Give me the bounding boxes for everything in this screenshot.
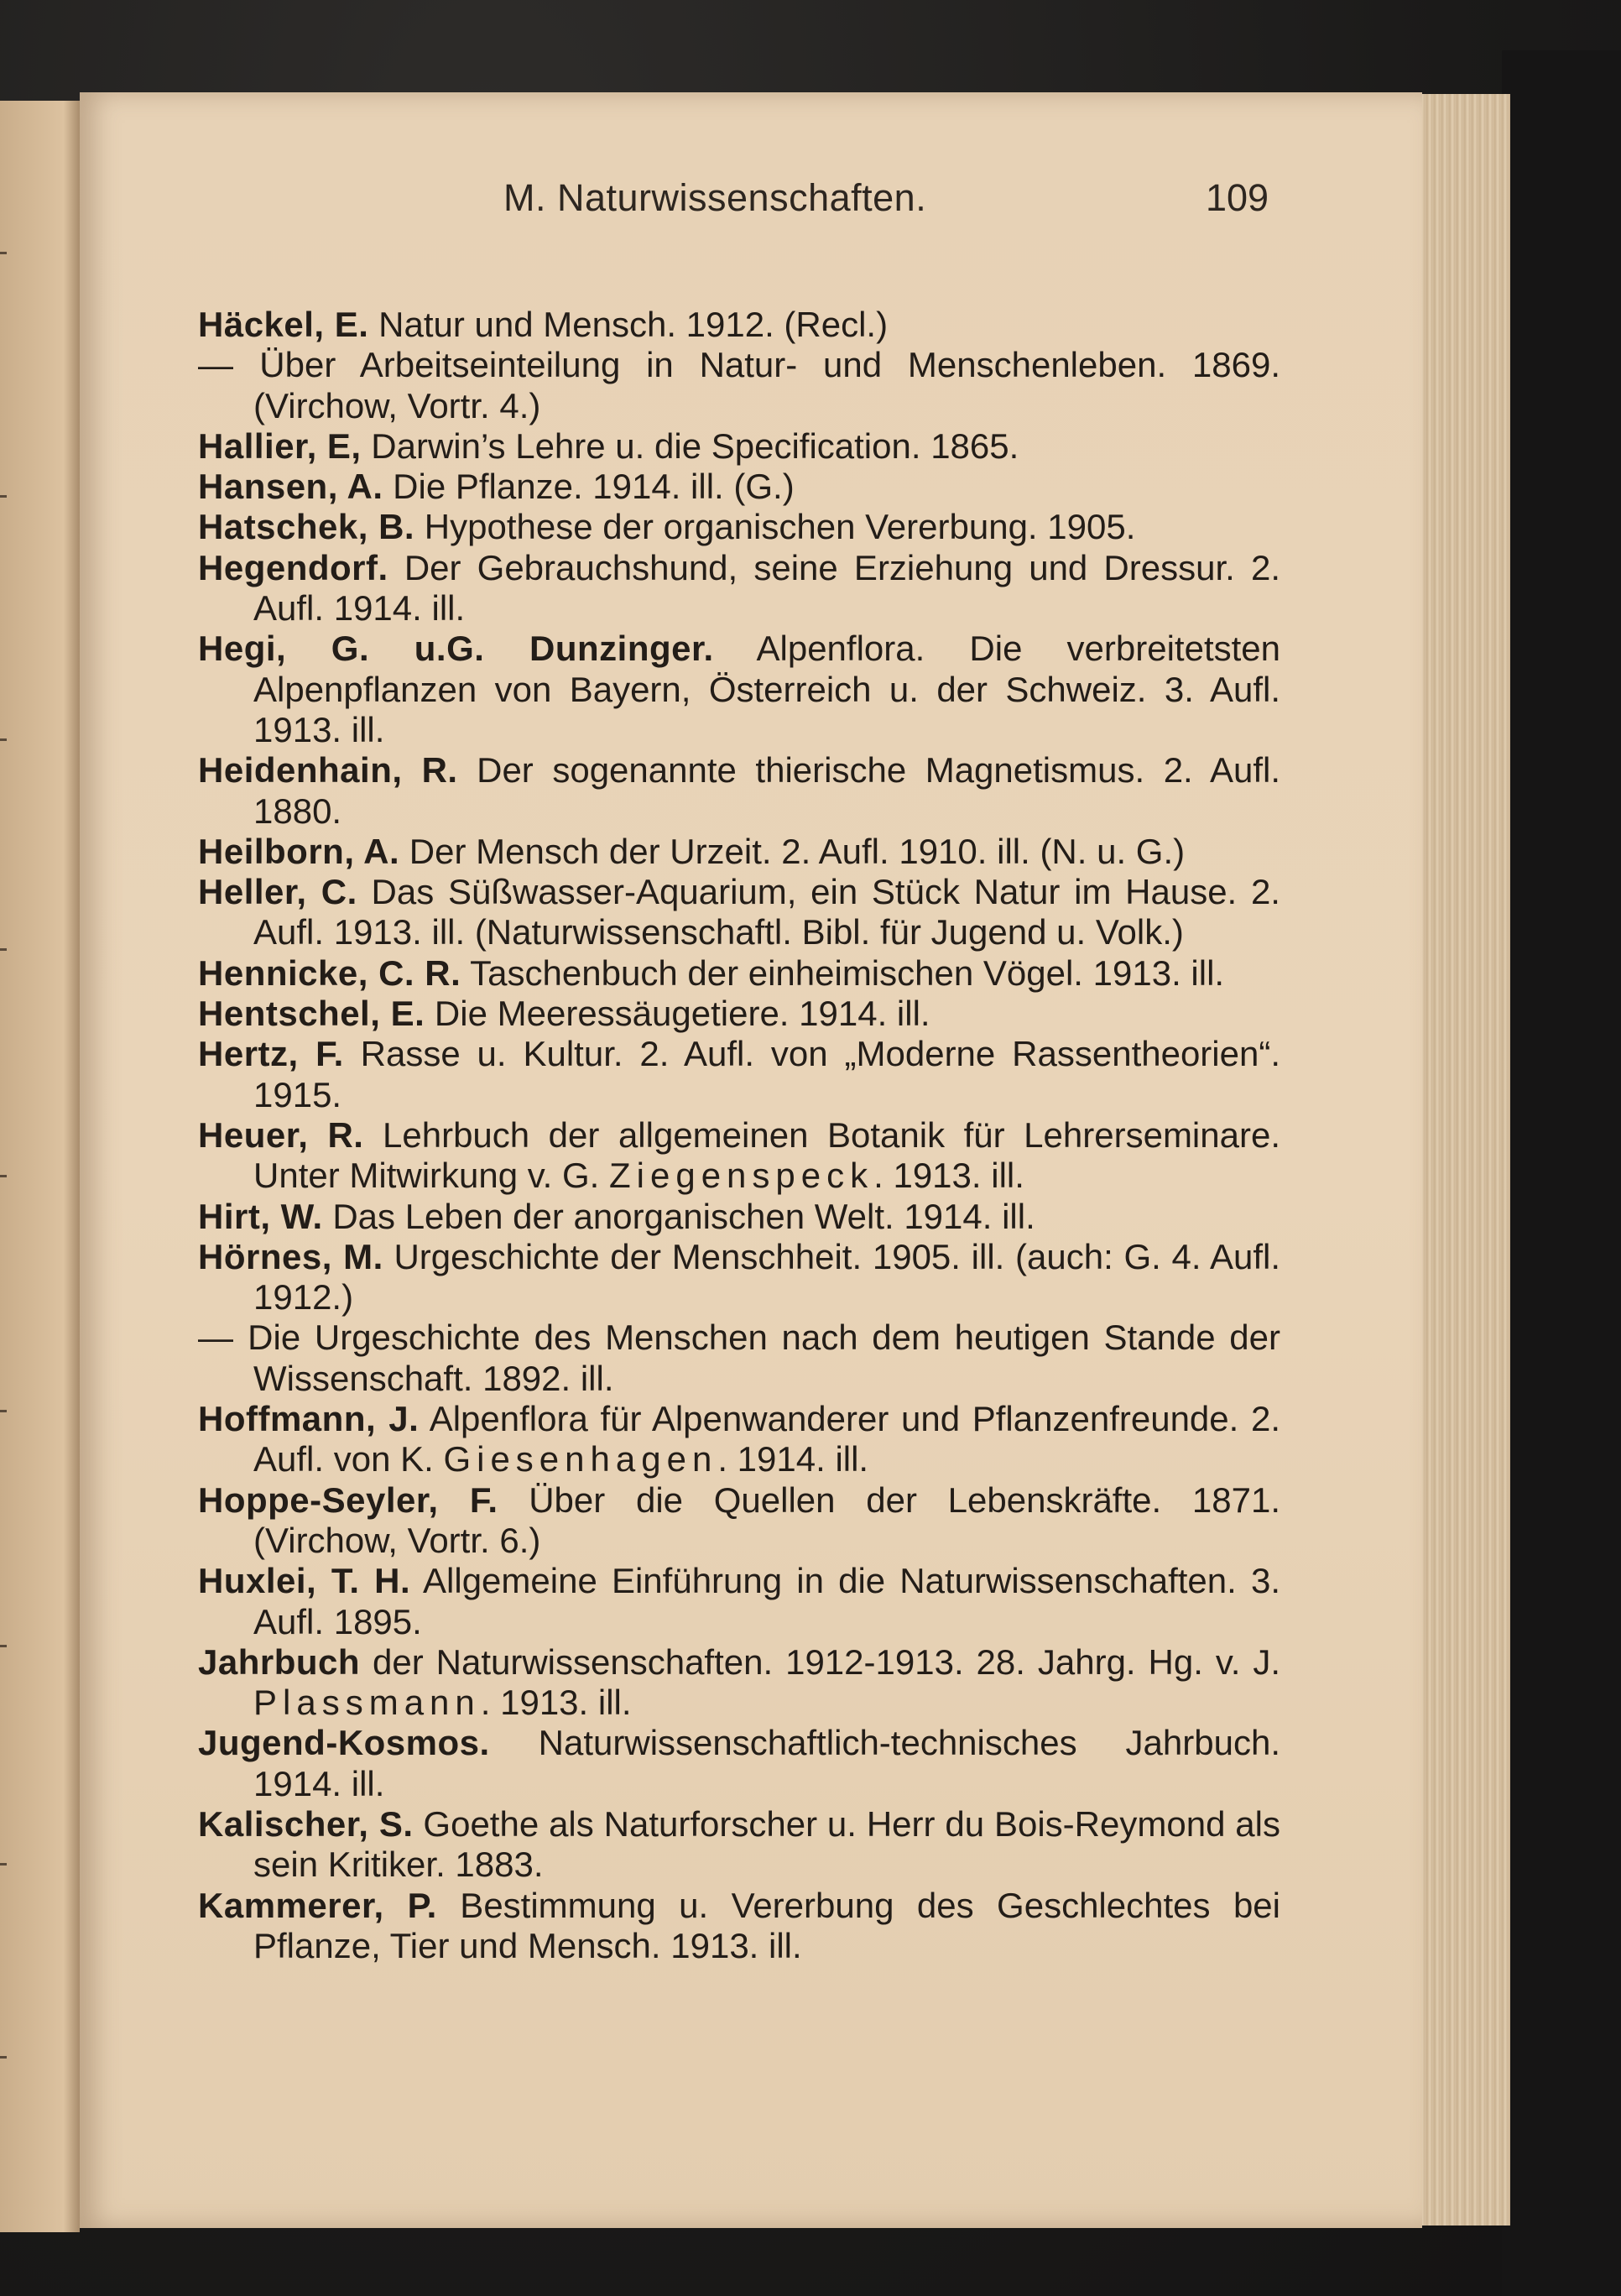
entry-author: Kammerer, P. xyxy=(198,1885,437,1925)
bibliography-entry xyxy=(198,953,1280,994)
bibliography-entry xyxy=(198,1480,1280,1562)
bibliography-entry xyxy=(198,1318,1280,1399)
bibliography-entry xyxy=(198,1197,1280,1237)
bibliography-entry xyxy=(198,1886,1280,1967)
entry-text: Über Arbeitseinteilung in Natur- und Menschenleben. 1869. (Virchow, Vortr. 4.) xyxy=(233,345,1280,425)
bibliography-entry xyxy=(198,507,1280,547)
entry-text: Rasse u. Kultur. 2. Aufl. von „Moderne Rassentheorien“. 1915. xyxy=(253,1034,1280,1114)
entry-author: Heller, C. xyxy=(198,872,357,912)
bibliography-entry xyxy=(198,1804,1280,1886)
entry-text-tail: . 1914. ill. xyxy=(717,1439,869,1479)
left-page-mark xyxy=(0,495,7,498)
running-head: M. Naturwissenschaften. xyxy=(503,176,927,219)
bibliography-entry xyxy=(198,629,1280,750)
entry-author: Hatschek, B. xyxy=(198,507,415,547)
entry-text: Urgeschichte der Menschheit. 1905. ill. (auch: G. 4. Aufl. 1912.) xyxy=(253,1236,1280,1318)
entry-text: Naturwissenschaftlich-technisches Jahrbuch. 1914. ill. xyxy=(253,1723,1280,1803)
left-page-mark xyxy=(0,738,7,741)
entry-author: Hirt, W. xyxy=(198,1196,323,1236)
bibliography-entry xyxy=(198,305,1280,345)
entry-text: Das Süßwasser-Aquarium, ein Stück Natur im Hause. 2. Aufl. 1913. ill. (Naturwissenschaftl. Bibl. für Jugend u. Volk.) xyxy=(253,872,1280,952)
bibliography-entry xyxy=(198,994,1280,1034)
entry-author: Heilborn, A. xyxy=(198,831,400,871)
page-number: 109 xyxy=(1206,176,1269,219)
bibliography-entry xyxy=(198,1399,1280,1480)
entry-author: Häckel, E. xyxy=(198,305,369,344)
entry-editor-spaced: Giesenhagen xyxy=(443,1439,718,1479)
bibliography-entry xyxy=(198,1115,1280,1197)
bibliography-entry xyxy=(198,1642,1280,1724)
bibliography-list xyxy=(198,305,1280,1966)
bibliography-entry xyxy=(198,548,1280,629)
entry-text-tail: . 1913. ill. xyxy=(480,1683,632,1723)
entry-author: Huxlei, T. H. xyxy=(198,1561,411,1601)
entry-author: Hoffmann, J. xyxy=(198,1399,420,1439)
entry-text: Allgemeine Einführung in die Naturwissenschaften. 3. Aufl. 1895. xyxy=(253,1561,1281,1641)
left-page-mark xyxy=(0,1863,7,1866)
bibliography-entry xyxy=(198,467,1280,507)
entry-text: Der Mensch der Urzeit. 2. Aufl. 1910. ill. (N. u. G.) xyxy=(399,831,1186,871)
entry-author: Hoppe-Seyler, F. xyxy=(198,1479,498,1520)
entry-editor-spaced: Ziegenspeck xyxy=(608,1156,874,1196)
entry-text: Bestimmung u. Vererbung des Geschlechtes bei Pflanze, Tier und Mensch. 1913. ill. xyxy=(253,1885,1280,1965)
entry-author: Jahrbuch xyxy=(198,1641,361,1682)
entry-author: Hegendorf. xyxy=(198,547,388,587)
bibliography-entry xyxy=(198,872,1280,953)
entry-text: Lehrbuch der allgemeinen Botanik für Lehrerseminare. Unter Mitwirkung v. G. xyxy=(253,1114,1280,1196)
bibliography-entry xyxy=(198,750,1280,832)
entry-author: Jugend-Kosmos. xyxy=(198,1723,490,1763)
entry-text: Darwin’s Lehre u. die Specification. 1865. xyxy=(361,425,1019,466)
left-page-mark xyxy=(0,1645,7,1647)
entry-text: Alpenflora für Alpenwanderer und Pflanzenfreunde. 2. Aufl. von K. xyxy=(253,1399,1281,1479)
entry-text: Alpenflora. Die verbreitetsten Alpenpflanzen von Bayern, Österreich u. der Schweiz. 3. Aufl. 1913. ill. xyxy=(253,629,1280,749)
left-page-mark xyxy=(0,2056,7,2059)
bibliography-entry xyxy=(198,345,1280,426)
page-stack-edge xyxy=(1410,94,1510,2226)
entry-author: — xyxy=(198,1318,234,1358)
entry-author: Hegi, G. u.G. Dunzinger. xyxy=(198,629,714,669)
left-page-text-fragments xyxy=(0,101,10,2232)
entry-text: Die Pflanze. 1914. ill. (G.) xyxy=(383,467,795,507)
left-page-mark xyxy=(0,1410,7,1412)
left-page-mark xyxy=(0,1175,7,1177)
entry-text: Taschenbuch der einheimischen Vögel. 1913. ill. xyxy=(461,952,1225,993)
book-binding-edge xyxy=(1502,50,1621,2296)
entry-text: Über die Quellen der Lebenskräfte. 1871. (Virchow, Vortr. 6.) xyxy=(253,1479,1281,1560)
entry-author: Hallier, E, xyxy=(198,425,362,466)
entry-text: Natur und Mensch. 1912. (Recl.) xyxy=(368,305,889,344)
entry-author: Hertz, F. xyxy=(198,1034,344,1074)
entry-author: Hennicke, C. R. xyxy=(198,952,461,993)
entry-author: Kalischer, S. xyxy=(198,1803,414,1844)
bibliography-entry xyxy=(198,426,1280,467)
entry-text: Der Gebrauchshund, seine Erziehung und Dressur. 2. Aufl. 1914. ill. xyxy=(253,547,1280,629)
left-page-mark xyxy=(0,948,7,951)
entry-text: Goethe als Naturforscher u. Herr du Bois-Reymond als sein Kritiker. 1883. xyxy=(253,1803,1280,1885)
bibliography-entry xyxy=(198,832,1280,872)
entry-author: Hentschel, E. xyxy=(198,994,425,1034)
entry-text: der Naturwissenschaften. 1912-1913. 28. Jahrg. Hg. v. J. xyxy=(360,1641,1280,1682)
entry-text: Die Urgeschichte des Menschen nach dem heutigen Stande der Wissenschaft. 1892. ill. xyxy=(233,1318,1280,1398)
entry-text: Das Leben der anorganischen Welt. 1914. ill. xyxy=(322,1196,1035,1236)
entry-author: Heidenhain, R. xyxy=(198,750,458,791)
bibliography-entry xyxy=(198,1034,1280,1115)
entry-text: Die Meeressäugetiere. 1914. ill. xyxy=(425,994,930,1034)
entry-text-tail: . 1913. ill. xyxy=(873,1156,1024,1196)
bibliography-entry xyxy=(198,1723,1280,1804)
entry-text: Der sogenannte thierische Magnetismus. 2. Aufl. 1880. xyxy=(253,750,1280,831)
entry-author: — xyxy=(198,345,234,385)
entry-editor-spaced: Plassmann xyxy=(253,1683,481,1723)
entry-author: Hansen, A. xyxy=(198,467,383,507)
bibliography-entry xyxy=(198,1561,1280,1642)
left-page-mark xyxy=(0,252,7,254)
entry-author: Heuer, R. xyxy=(198,1114,364,1155)
bibliography-entry xyxy=(198,1237,1280,1318)
left-page-edge xyxy=(0,101,80,2232)
entry-text: Hypothese der organischen Vererbung. 1905. xyxy=(414,507,1136,547)
entry-author: Hörnes, M. xyxy=(198,1236,383,1276)
